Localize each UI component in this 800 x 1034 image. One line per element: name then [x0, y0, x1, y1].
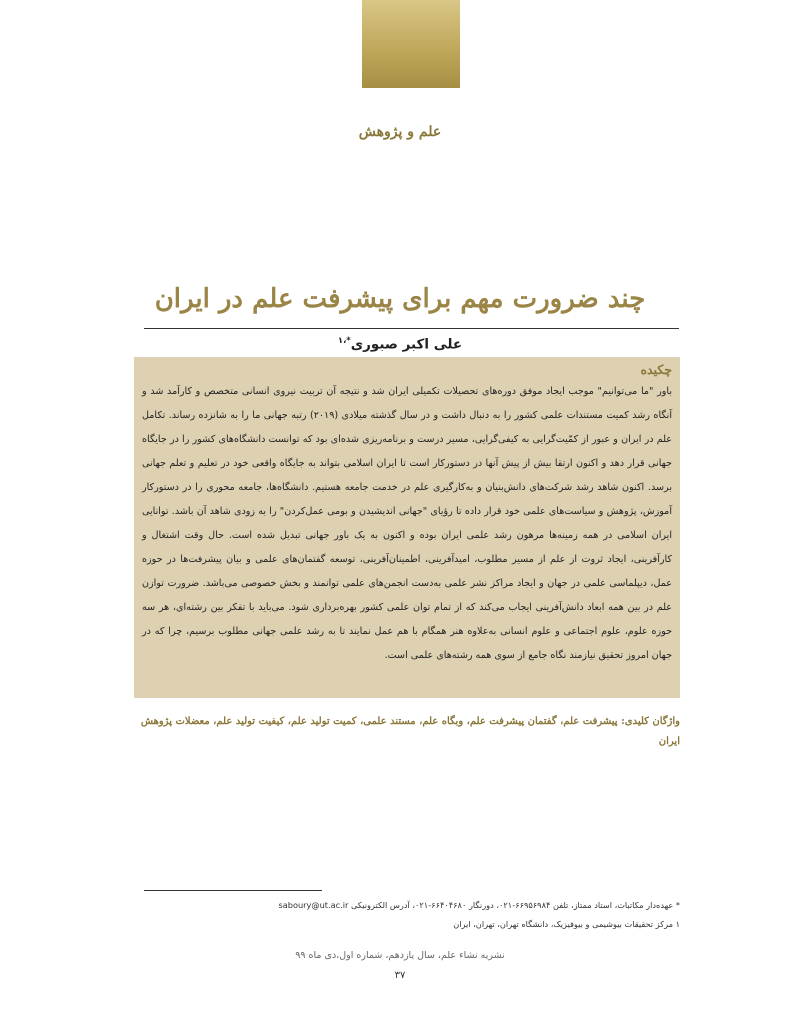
- author-line: [120, 336, 680, 353]
- abstract-heading: چکیده: [640, 362, 672, 377]
- abstract-text: باور "ما می‌توانیم" موجب ایجاد موفق دوره‌های تحصیلات تکمیلی ایران شد و نتیجه آن تربیت نیروی انسانی متخصص و کارآمد شد و آنگاه رشد کمیت مستندات علمی کشور را به دنبال داشت و در سال گذشته میلادی (۲۰۱۹) رتبه جهانی ما را به شانزده رساند. تکامل علم در ایران و عبور از کمّیت‌گرایی به کیفی‌گرایی، مسیر درست و برنامه‌ریزی شده‌ای بود که توانست دانشگاه‌های کشور را در جایگاه جهانی قرار دهد و اکنون ارتقا بیش از پیش آنها در دستورکار است تا ایران اسلامی بتواند به جایگاه واقعی خود در تعلیم و تعلم جهانی برسد. اکنون شاهد رشد شرکت‌های دانش‌بنیان و به‌کارگیری علم در خدمت جامعه هستیم. دانشگاه‌ها، جامعه محوری را در دستورکار آموزش، پژوهش و سیاست‌های علمی خود قرار داده تا رؤیای "جهانی اندیشیدن و بومی عمل‌کردن" را به زودی شاهد آن باشد. توانایی ایران اسلامی در همه زمینه‌ها مرهون رشد علمی ایران بوده و اکنون به یک باور جهانی تبدیل شده است. حال وقت اشتغال و کارآفرینی، ایجاد ثروت از علم از مسیر مطلوب، امیدآفرینی، اطمینان‌آفرینی، توسعه گفتمان‌های علمی و بیان پیشرفت‌ها در حوزه عمل، دیپلماسی علمی در جهان و ایجاد مراکز نشر علمی به‌دست انجمن‌های علمی توانمند و بخش خصوصی می‌باشد. ضرورت توازن علم در بین همه ابعاد دانش‌آفرینی ایجاب می‌کند که از تمام توان علمی کشور بهره‌برداری شود. می‌باید با تفکر بین رشته‌ای، هر سه حوزه علوم، علوم اجتماعی و علوم انسانی به‌علاوه هنر همگام با هم عمل نمایند تا به رشد علمی جهانی مطلوب برسیم، چرا که در جهان امروز تحقیق نیازمند نگاه جامع از سوی همه رشته‌های علمی است.: [142, 386, 672, 661]
- section-title: علم و پژوهش: [358, 124, 442, 140]
- keywords: واژگان کلیدی: پیشرفت علم، گفتمان پیشرفت علم، وبگاه علم، مستند علمی، کمیت تولید علم، کیفیت تولید علم، معضلات پژوهش ایران: [140, 716, 680, 747]
- footnote-corresponding: * عهده‌دار مکاتبات، استاد ممتاز، تلفن ۶۶۹۵۶۹۸۴-۰۲۱، دورنگار ۶۶۴۰۴۶۸۰-۰۲۱، آدرس الکترونیکی saboury@ut.ac.ir: [278, 900, 680, 910]
- journal-info: نشریه نشاء علم، سال یازدهم، شماره اول،دی ماه ۹۹: [295, 950, 505, 961]
- author-affiliation-marks: *،۱: [337, 336, 351, 346]
- title-divider: [144, 328, 679, 329]
- abstract-box: [134, 357, 680, 698]
- author-name: علی اکبر صبوری: [350, 336, 463, 353]
- article-title: چند ضرورت مهم برای پیشرفت علم در ایران: [154, 284, 646, 314]
- page-number: ۳۷: [394, 970, 406, 981]
- header-color-bar: [362, 0, 460, 88]
- footnote-divider: [144, 890, 322, 891]
- footnote-affiliation: ۱ مرکز تحقیقات بیوشیمی و بیوفیزیک، دانشگاه تهران، تهران، ایران: [453, 919, 680, 929]
